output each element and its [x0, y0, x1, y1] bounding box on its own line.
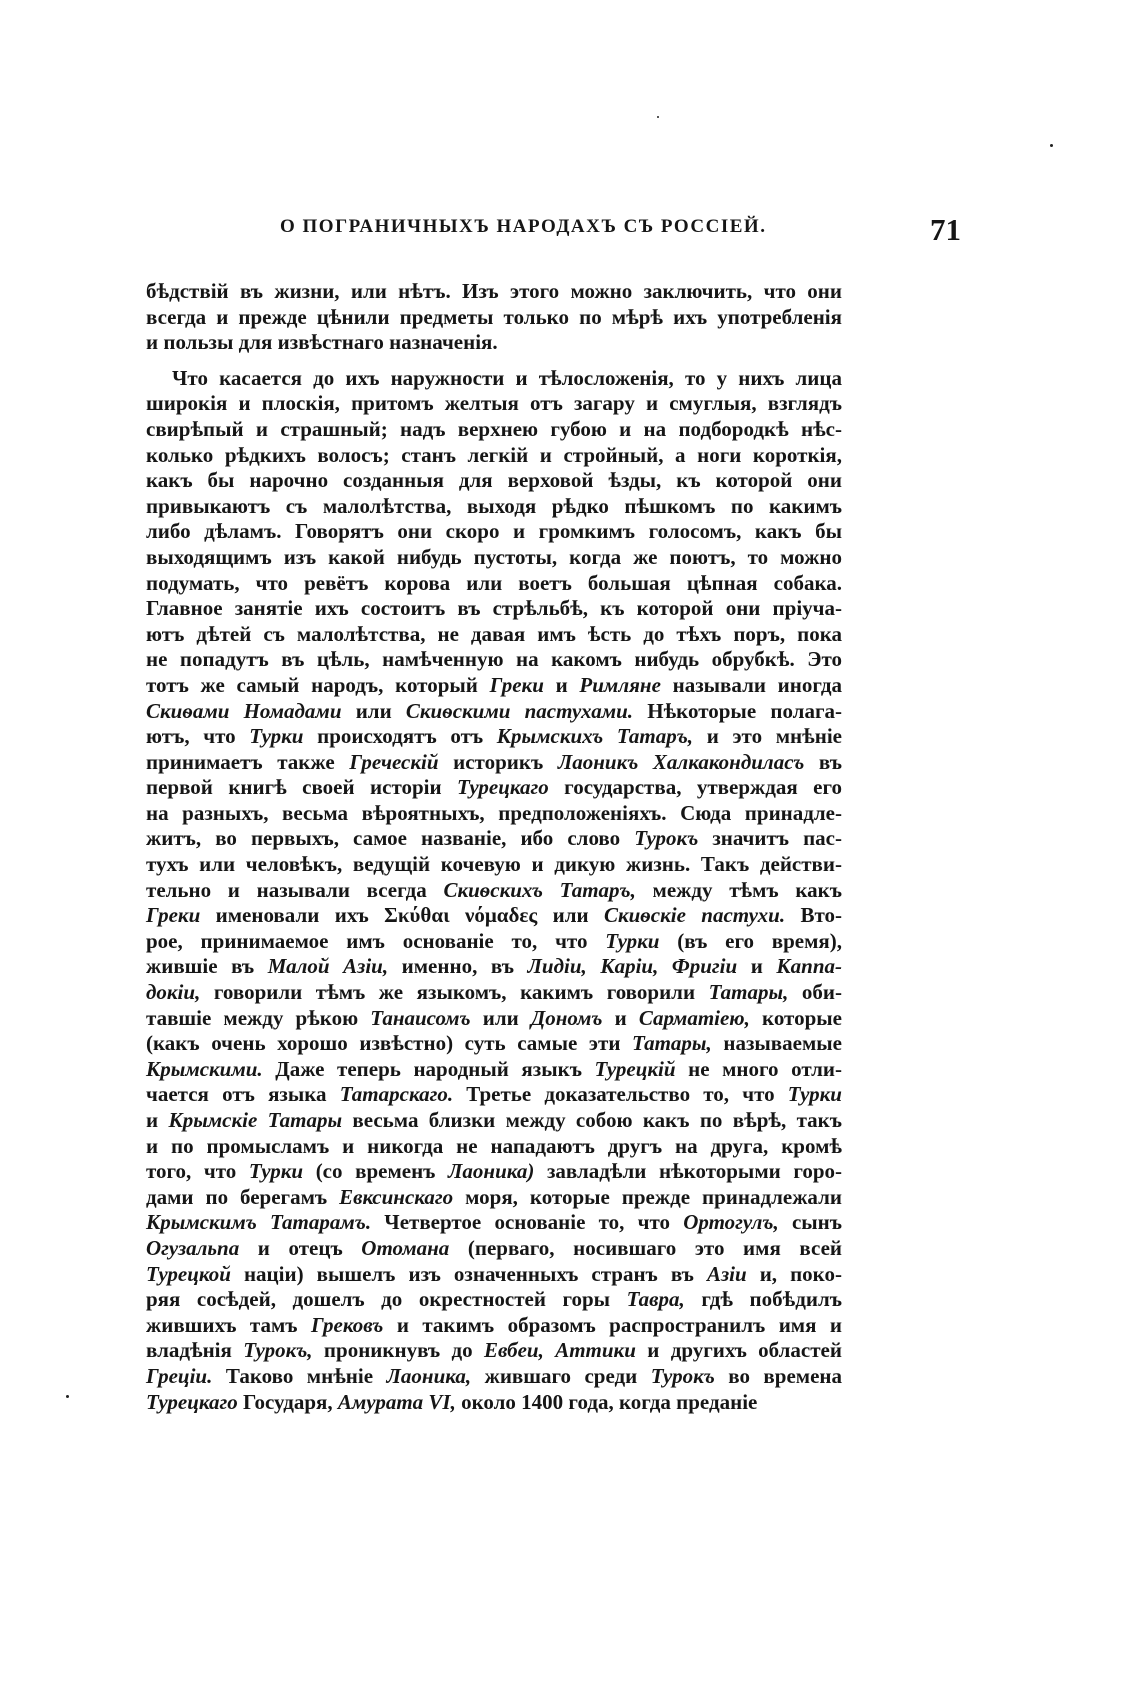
- text-line: [146, 305, 842, 331]
- scan-speck: [657, 116, 659, 118]
- text-line: [146, 366, 842, 392]
- text-segment: между тѣмъ какъ: [635, 877, 842, 902]
- text-segment: тотъ же самый народъ, который: [146, 672, 490, 697]
- italic-segment: Дономъ: [530, 1005, 603, 1030]
- italic-segment: Греческій: [349, 749, 439, 774]
- text-line: [146, 1236, 842, 1262]
- text-segment: оби-: [788, 980, 842, 1005]
- italic-segment: Каппа-: [776, 954, 843, 979]
- text-segment: Вто-: [785, 903, 843, 928]
- text-segment: и отецъ: [239, 1235, 362, 1260]
- text-line: [146, 647, 842, 673]
- text-segment: ютъ, что: [146, 724, 250, 749]
- text-segment: Главное занятіе ихъ состоитъ въ стрѣльбѣ, къ которой они пріуча-: [146, 596, 842, 621]
- text-line: [146, 391, 842, 417]
- text-segment: или: [341, 698, 406, 723]
- text-segment: Даже теперь народный языкъ: [262, 1056, 595, 1081]
- text-segment: (въ его время),: [659, 928, 843, 953]
- italic-segment: Малой Азіи,: [267, 954, 389, 979]
- italic-segment: Скиѳскихъ Татаръ,: [443, 877, 636, 902]
- italic-segment: Танаисомъ: [370, 1005, 471, 1030]
- italic-segment: Турецкой: [146, 1261, 231, 1286]
- scan-speck: [1050, 144, 1053, 147]
- text-line: [146, 519, 842, 545]
- text-segment: свирѣпый и страшный; надъ верхнею губою и на подбородкѣ нѣс-: [146, 416, 842, 441]
- text-segment: привыкаютъ съ малолѣтства, выходя рѣдко пѣшкомъ по какимъ: [146, 493, 842, 518]
- text-segment: происходятъ отъ: [303, 724, 497, 749]
- italic-segment: Крымскіе Татары: [168, 1108, 343, 1132]
- text-line: [146, 1159, 842, 1185]
- body-text: [146, 279, 842, 1415]
- text-segment: ютъ дѣтей съ малолѣтства, не давая имъ ѣсть до тѣхъ поръ, пока: [146, 621, 842, 646]
- text-line: [146, 878, 842, 904]
- italic-segment: Татарскаго.: [339, 1082, 454, 1107]
- text-line: [146, 1082, 842, 1108]
- text-segment: націи) вышелъ изъ означенныхъ странъ въ: [230, 1261, 707, 1286]
- text-segment: Таково мнѣніе: [212, 1363, 387, 1388]
- text-segment: тухъ или человѣкъ, ведущій кочевую и дикую жизнь. Такъ действи-: [146, 852, 842, 877]
- text-segment: ряя сосѣдей, дошелъ до окрестностей горы: [146, 1287, 627, 1312]
- text-segment: и: [146, 1108, 169, 1132]
- text-segment: историкъ: [438, 749, 558, 774]
- italic-segment: Турки: [605, 928, 660, 953]
- text-segment: выходящимъ изъ какой нибудь пустоты, когда же поютъ, то можно: [146, 544, 842, 569]
- text-segment: во времена: [714, 1363, 842, 1388]
- text-segment: на разныхъ, весьма вѣроятныхъ, предположеніяхъ. Сюда принадле-: [146, 800, 842, 825]
- text-segment: и по промысламъ и никогда не нападаютъ другъ на друга, кромѣ: [146, 1133, 842, 1158]
- italic-segment: Турецкаго: [457, 775, 549, 800]
- text-line: [146, 1006, 842, 1032]
- italic-segment: Греціи.: [146, 1363, 213, 1388]
- italic-segment: Огузальпа: [146, 1235, 240, 1260]
- text-line: [146, 1057, 842, 1083]
- italic-segment: Отомана: [361, 1235, 450, 1260]
- text-line: [146, 929, 842, 955]
- text-segment: государства, утверждая его: [548, 775, 842, 800]
- text-segment: гдѣ побѣдилъ: [684, 1287, 842, 1312]
- italic-segment: Турки: [249, 724, 304, 749]
- scan-speck: [66, 1395, 69, 1398]
- text-line: [146, 1287, 842, 1313]
- text-line: [146, 1338, 842, 1364]
- paragraph-p1: [146, 279, 842, 356]
- italic-segment: Греки: [489, 672, 544, 697]
- text-segment: проникнувъ до: [312, 1338, 484, 1363]
- text-segment: тельно и называли всегда: [146, 877, 444, 902]
- page-number: 71: [930, 212, 961, 247]
- text-segment: называли иногда: [660, 672, 842, 697]
- text-segment: не попадутъ въ цѣль, намѣченную на какомъ нибудь обрубкѣ. Это: [146, 647, 842, 672]
- text-segment: около 1400 года, когда преданіе: [455, 1389, 758, 1414]
- text-segment: именовали ихъ Σκύθαι νόμαδες или: [200, 903, 604, 928]
- italic-segment: Татары,: [632, 1031, 712, 1056]
- text-segment: владѣнія: [146, 1338, 244, 1363]
- text-segment: и: [602, 1005, 639, 1030]
- text-line: [146, 775, 842, 801]
- text-segment: рое, принимаемое имъ основаніе то, что: [146, 928, 606, 953]
- italic-segment: докіи,: [146, 980, 201, 1005]
- italic-segment: Греки: [146, 903, 201, 928]
- text-line: [146, 826, 842, 852]
- text-line: [146, 1313, 842, 1339]
- text-line: [146, 279, 842, 305]
- text-line: [146, 571, 842, 597]
- text-line: [146, 330, 842, 356]
- italic-segment: Крымскимъ Татарамъ.: [146, 1210, 372, 1235]
- italic-segment: Азіи: [706, 1261, 747, 1286]
- text-segment: (какъ очень хорошо извѣстно) суть самые эти: [146, 1031, 633, 1056]
- text-segment: Третье доказательство то, что: [453, 1082, 788, 1107]
- text-line: [146, 1390, 842, 1416]
- text-segment: весьма близки между собою какъ по вѣрѣ, такъ: [342, 1108, 842, 1132]
- italic-segment: Турки: [248, 1159, 304, 1184]
- text-line: [146, 468, 842, 494]
- text-segment: сынъ: [778, 1210, 843, 1235]
- italic-segment: Ортогулъ,: [683, 1210, 779, 1235]
- italic-segment: Турецкаго: [146, 1389, 238, 1414]
- italic-segment: Грековъ: [310, 1312, 384, 1337]
- text-segment: либо дѣламъ. Говорятъ они скоро и громкимъ голосомъ, какъ бы: [146, 519, 842, 544]
- italic-segment: Амурата VI,: [337, 1389, 456, 1414]
- text-segment: житъ, во первыхъ, самое названіе, ибо слово: [146, 826, 635, 851]
- text-segment: называемые: [711, 1031, 842, 1056]
- text-line: [146, 852, 842, 878]
- italic-segment: Турокъ: [634, 826, 699, 851]
- text-segment: всегда и прежде цѣнили предметы только по мѣрѣ ихъ употребленія: [146, 304, 842, 329]
- text-line: [146, 954, 842, 980]
- text-line: [146, 903, 842, 929]
- italic-segment: Крымскими.: [146, 1056, 263, 1081]
- text-line: [146, 750, 842, 776]
- text-segment: и другихъ областей: [635, 1338, 842, 1363]
- text-line: [146, 1364, 842, 1390]
- italic-segment: Турокъ: [650, 1363, 715, 1388]
- paragraph-gap: [146, 356, 842, 366]
- text-segment: Нѣкоторые полага-: [633, 698, 842, 723]
- text-segment: завладѣли нѣкоторыми горо-: [534, 1159, 843, 1184]
- italic-segment: Турокъ,: [243, 1338, 313, 1363]
- text-segment: или: [470, 1005, 531, 1030]
- text-segment: того, что: [146, 1159, 249, 1184]
- italic-segment: Римляне: [579, 672, 661, 697]
- text-segment: колько рѣдкихъ волосъ; станъ легкій и стройный, а ноги короткія,: [146, 442, 842, 467]
- italic-segment: Скиѳскіе пастухи.: [603, 903, 786, 928]
- text-segment: дами по берегамъ: [146, 1184, 340, 1209]
- text-segment: (перваго, носившаго это имя всей: [449, 1235, 842, 1260]
- text-segment: Государя,: [237, 1389, 338, 1414]
- italic-segment: Сарматіею,: [638, 1005, 750, 1030]
- text-segment: первой книгѣ своей исторіи: [146, 775, 458, 800]
- text-segment: подумать, что ревётъ корова или воетъ большая цѣпная собака.: [146, 570, 842, 595]
- text-segment: (со временъ: [303, 1159, 449, 1184]
- text-line: [146, 1031, 842, 1057]
- text-segment: чается отъ языка: [146, 1082, 340, 1107]
- text-line: [146, 699, 842, 725]
- text-segment: принимаетъ также: [146, 749, 350, 774]
- text-line: [146, 596, 842, 622]
- running-head: О ПОГРАНИЧНЫХЪ НАРОДАХЪ СЪ РОССІЕЙ.: [280, 216, 767, 237]
- italic-segment: Татары,: [708, 980, 789, 1005]
- italic-segment: Крымскихъ Татаръ,: [496, 724, 694, 749]
- text-segment: какъ бы нарочно созданныя для верховой ѣзды, къ которой они: [146, 468, 842, 493]
- text-segment: которые: [749, 1005, 842, 1030]
- text-segment: именно, въ: [388, 954, 528, 979]
- italic-segment: Лаоника,: [386, 1363, 472, 1388]
- text-segment: и, поко-: [746, 1261, 843, 1286]
- text-segment: не много отли-: [675, 1056, 842, 1081]
- text-segment: и: [543, 672, 580, 697]
- text-segment: жившіе въ: [146, 954, 268, 979]
- text-line: [146, 801, 842, 827]
- text-line: [146, 545, 842, 571]
- italic-segment: Турки: [787, 1082, 842, 1107]
- text-line: [146, 1210, 842, 1236]
- text-segment: жившихъ тамъ: [146, 1312, 311, 1337]
- italic-segment: Евбеи, Аттики: [484, 1338, 636, 1363]
- text-segment: широкія и плоскія, притомъ желтыя отъ загару и смуглыя, взглядъ: [146, 391, 842, 416]
- italic-segment: Лидіи, Каріи, Фригіи: [527, 954, 738, 979]
- text-segment: въ: [804, 749, 842, 774]
- text-segment: и такимъ образомъ распространилъ имя и: [383, 1312, 842, 1337]
- text-line: [146, 1262, 842, 1288]
- text-line: [146, 417, 842, 443]
- text-segment: и пользы для извѣстнаго назначенія.: [146, 330, 498, 355]
- text-line: [146, 673, 842, 699]
- text-line: [146, 1134, 842, 1160]
- text-segment: Четвертое основаніе то, что: [371, 1210, 684, 1235]
- text-line: [146, 443, 842, 469]
- text-line: [146, 494, 842, 520]
- text-segment: и: [737, 954, 777, 979]
- text-line: [146, 724, 842, 750]
- italic-segment: Турецкій: [594, 1056, 676, 1081]
- text-segment: моря, которые прежде принадлежали: [453, 1184, 842, 1209]
- italic-segment: Лаоника): [448, 1159, 535, 1184]
- italic-segment: Тавра,: [626, 1287, 685, 1312]
- text-segment: и это мнѣніе: [693, 724, 842, 749]
- text-line: [146, 622, 842, 648]
- text-line: [146, 980, 842, 1006]
- text-segment: значитъ пас-: [698, 826, 842, 851]
- text-segment: Что касается до ихъ наружности и тѣлосложенія, то у нихъ лица: [172, 365, 842, 390]
- text-segment: говорили тѣмъ же языкомъ, какимъ говорили: [200, 980, 709, 1005]
- paragraph-p2: [146, 366, 842, 1415]
- italic-segment: Лаоникъ Халкакондиласъ: [557, 749, 805, 774]
- italic-segment: Скиѳами Номадами: [146, 698, 342, 723]
- text-line: [146, 1108, 842, 1134]
- text-segment: тавшіе между рѣкою: [146, 1005, 371, 1030]
- text-segment: жившаго среди: [471, 1363, 651, 1388]
- italic-segment: Евксинскаго: [339, 1184, 454, 1209]
- italic-segment: Скиѳскими пастухами.: [405, 698, 634, 723]
- text-line: [146, 1185, 842, 1211]
- text-segment: бѣдствій въ жизни, или нѣтъ. Изъ этого можно заключить, что они: [146, 279, 842, 303]
